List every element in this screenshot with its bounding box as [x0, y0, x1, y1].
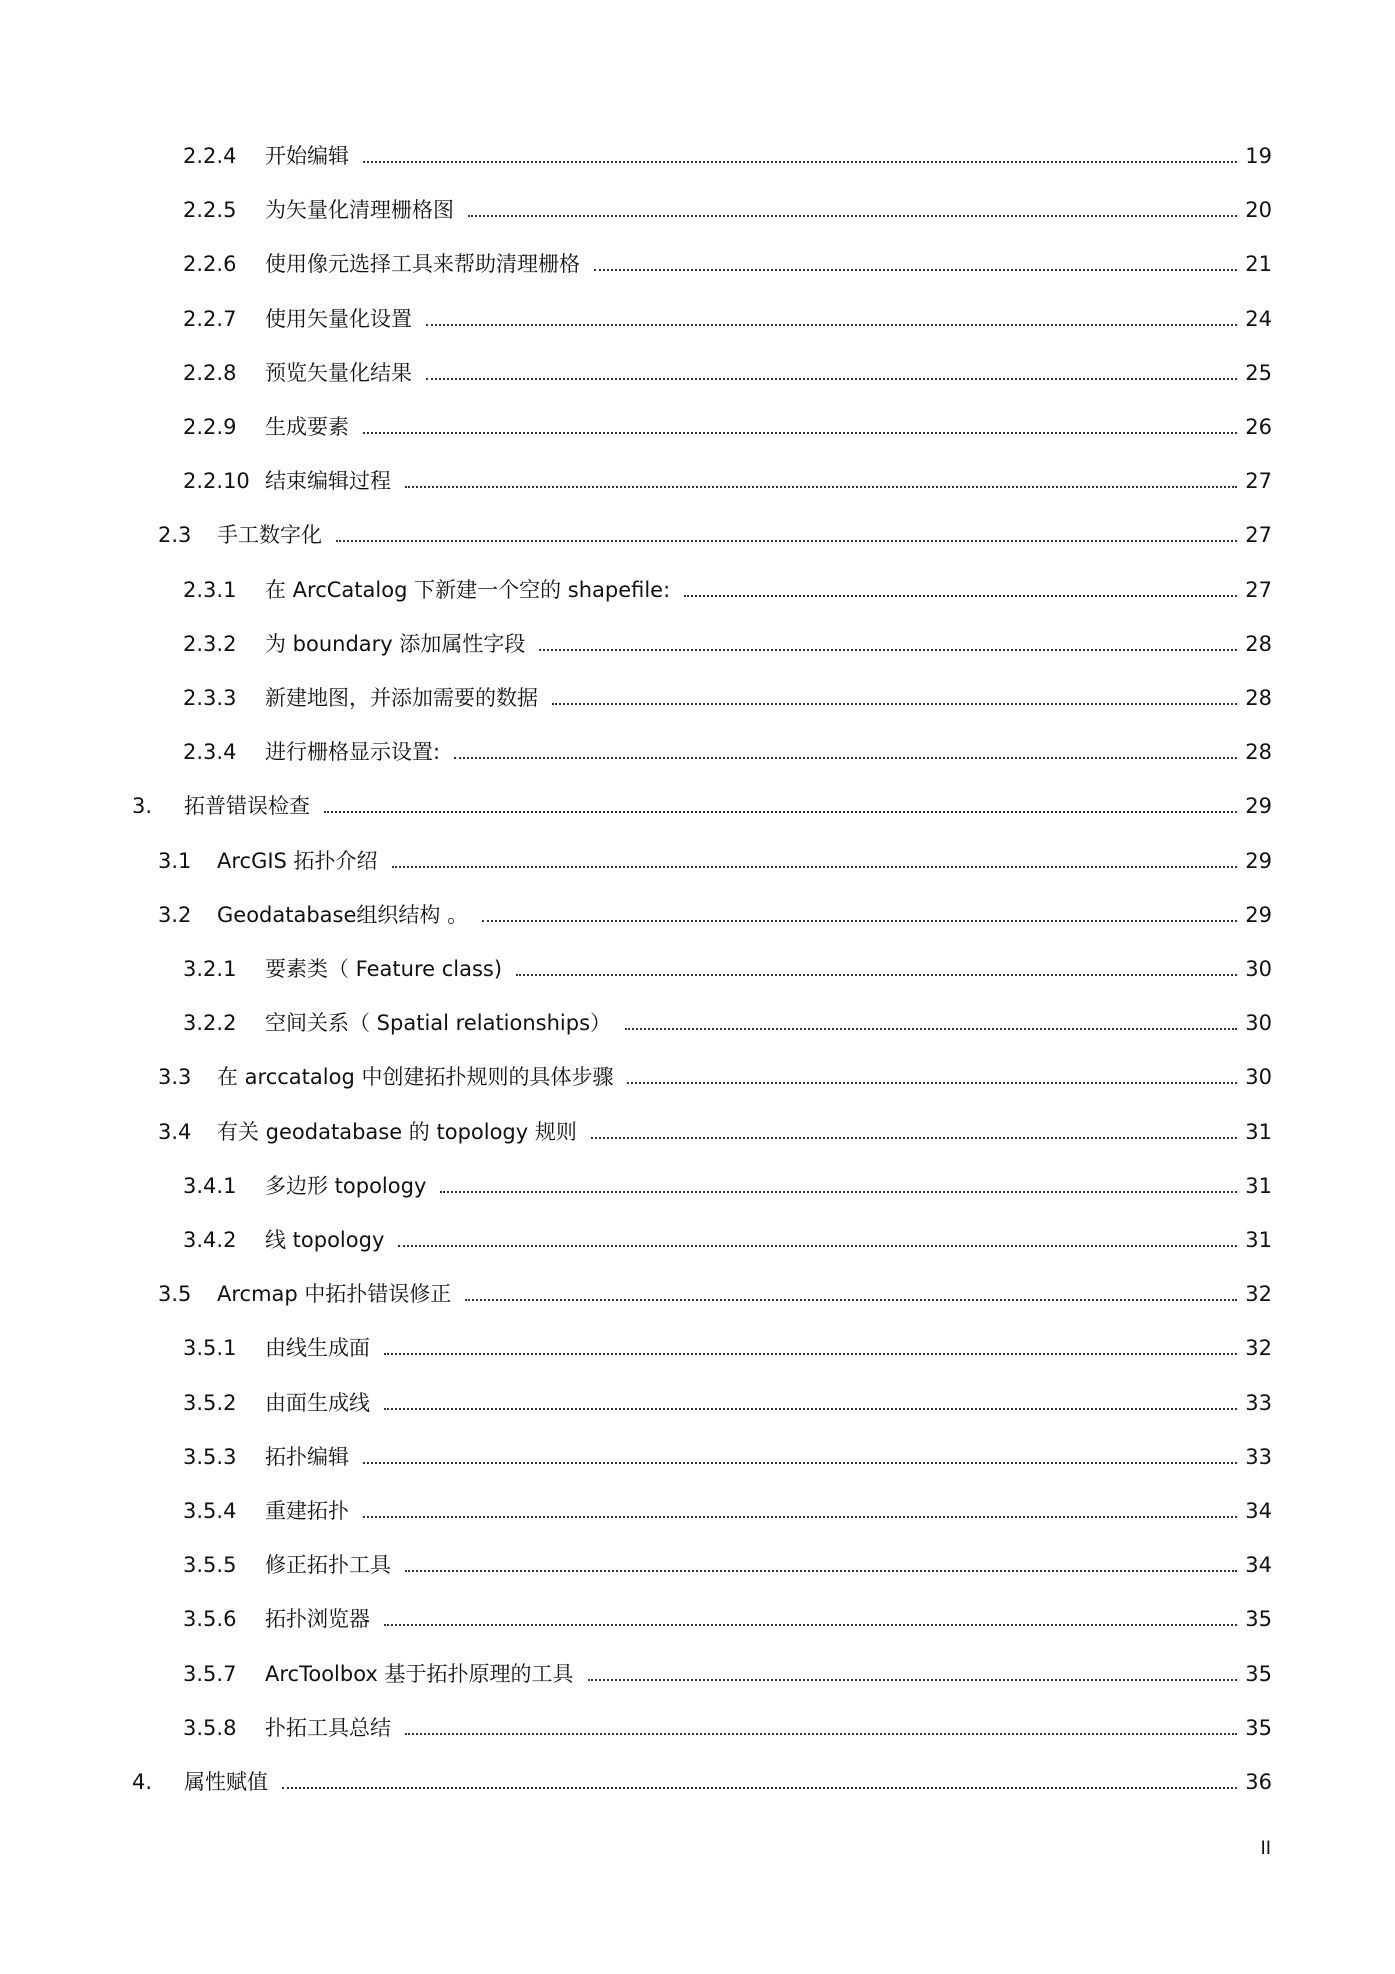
toc-entry-page: 31 — [1245, 1228, 1272, 1252]
toc-entry-page: 30 — [1245, 957, 1272, 981]
toc-entry-title: 有关 geodatabase 的 topology 规则 — [217, 1120, 577, 1144]
toc-entry-number: 3.4.1 — [183, 1174, 237, 1198]
toc-dot-leader — [465, 1297, 1237, 1301]
toc-entry-page: 28 — [1245, 686, 1272, 710]
toc-entry[interactable] — [132, 790, 1272, 822]
toc-entry-title: 为矢量化清理栅格图 — [265, 198, 454, 222]
toc-entry[interactable] — [183, 303, 1272, 335]
toc-entry-title: Arcmap 中拓扑错误修正 — [217, 1282, 452, 1306]
toc-entry-title: 为 boundary 添加属性字段 — [265, 632, 526, 656]
toc-entry-number: 3.5.3 — [183, 1445, 237, 1469]
toc-entry-number: 3.3 — [158, 1065, 192, 1089]
toc-dot-leader — [426, 322, 1237, 326]
toc-dot-leader — [591, 1135, 1237, 1139]
toc-dot-leader — [594, 267, 1237, 271]
toc-entry-title: 结束编辑过程 — [265, 469, 391, 493]
toc-entry-number: 2.3.1 — [183, 578, 237, 602]
toc-entry[interactable] — [183, 465, 1272, 497]
toc-entry-title: 新建地图，并添加需要的数据 — [265, 686, 538, 710]
toc-entry-number: 3.5.1 — [183, 1336, 237, 1360]
toc-dot-leader — [384, 1351, 1237, 1355]
toc-entry-page: 21 — [1245, 252, 1272, 276]
toc-entry-title: 修正拓扑工具 — [265, 1553, 391, 1577]
toc-entry-number: 3. — [132, 794, 153, 818]
toc-entry-number: 3.5.5 — [183, 1553, 237, 1577]
toc-dot-leader — [405, 1731, 1237, 1735]
toc-dot-leader — [552, 701, 1237, 705]
toc-entry-page: 35 — [1245, 1716, 1272, 1740]
toc-entry-number: 2.3.3 — [183, 686, 237, 710]
toc-entry[interactable] — [183, 1658, 1272, 1690]
toc-entry-title: 由面生成线 — [265, 1391, 370, 1415]
toc-entry[interactable] — [183, 411, 1272, 443]
toc-entry-page: 29 — [1245, 849, 1272, 873]
toc-entry-title: 扑拓工具总结 — [265, 1716, 391, 1740]
toc-entry[interactable] — [183, 1224, 1272, 1256]
toc-entry-title: 手工数字化 — [217, 523, 322, 547]
toc-entry-number: 3.5.4 — [183, 1499, 237, 1523]
toc-entry-title: Geodatabase组织结构 。 — [217, 903, 469, 927]
toc-dot-leader — [440, 1189, 1237, 1193]
toc-dot-leader — [516, 972, 1237, 976]
toc-entry-page: 32 — [1245, 1336, 1272, 1360]
toc-entry[interactable] — [183, 1549, 1272, 1581]
toc-entry-number: 2.2.9 — [183, 415, 237, 439]
toc-entry[interactable] — [158, 1278, 1272, 1310]
toc-entry-title: ArcGIS 拓扑介绍 — [217, 849, 378, 873]
toc-dot-leader — [426, 376, 1237, 380]
toc-dot-leader — [324, 809, 1237, 813]
toc-entry-title: 使用像元选择工具来帮助清理栅格 — [265, 252, 580, 276]
toc-entry-page: 32 — [1245, 1282, 1272, 1306]
toc-entry[interactable] — [132, 1766, 1272, 1798]
toc-entry-page: 27 — [1245, 523, 1272, 547]
toc-entry-number: 2.3.2 — [183, 632, 237, 656]
toc-dot-leader — [625, 1026, 1237, 1030]
toc-entry-page: 30 — [1245, 1065, 1272, 1089]
toc-dot-leader — [627, 1080, 1237, 1084]
toc-dot-leader — [392, 864, 1238, 868]
toc-entry-number: 3.2 — [158, 903, 192, 927]
toc-entry[interactable] — [183, 1170, 1272, 1202]
toc-entry-number: 3.4 — [158, 1120, 192, 1144]
toc-dot-leader — [363, 1514, 1237, 1518]
toc-entry[interactable] — [183, 194, 1272, 226]
toc-entry-number: 4. — [132, 1770, 153, 1794]
toc-entry-title: 预览矢量化结果 — [265, 361, 412, 385]
toc-dot-leader — [282, 1785, 1237, 1789]
toc-dot-leader — [588, 1677, 1238, 1681]
toc-entry-page: 19 — [1245, 144, 1272, 168]
toc-entry-title: 拓扑编辑 — [265, 1445, 349, 1469]
toc-dot-leader — [684, 593, 1237, 597]
toc-entry-number: 2.2.4 — [183, 144, 237, 168]
toc-entry-title: 线 topology — [265, 1228, 385, 1252]
toc-entry-page: 34 — [1245, 1499, 1272, 1523]
toc-entry[interactable] — [183, 682, 1272, 714]
toc-entry[interactable] — [183, 953, 1272, 985]
toc-entry[interactable] — [183, 1332, 1272, 1364]
toc-entry-number: 2.2.5 — [183, 198, 237, 222]
toc-entry[interactable] — [183, 1387, 1272, 1419]
toc-entry[interactable] — [158, 845, 1272, 877]
toc-entry[interactable] — [158, 1116, 1272, 1148]
toc-entry-number: 3.2.2 — [183, 1011, 237, 1035]
toc-entry-number: 2.2.8 — [183, 361, 237, 385]
toc-entry-title: 由线生成面 — [265, 1336, 370, 1360]
toc-entry-title: 在 arccatalog 中创建拓扑规则的具体步骤 — [217, 1065, 614, 1089]
toc-entry-page: 31 — [1245, 1120, 1272, 1144]
toc-entry-number: 2.3.4 — [183, 740, 237, 764]
toc-entry[interactable] — [183, 1495, 1272, 1527]
toc-dot-leader — [384, 1406, 1237, 1410]
toc-entry-number: 2.3 — [158, 523, 192, 547]
toc-entry-page: 20 — [1245, 198, 1272, 222]
toc-dot-leader — [468, 213, 1237, 217]
toc-entry-title: 要素类（ Feature class) — [265, 957, 503, 981]
toc-entry[interactable] — [183, 736, 1272, 768]
toc-entry-title: 属性赋值 — [184, 1770, 268, 1794]
toc-entry[interactable] — [183, 357, 1272, 389]
toc-entry[interactable] — [158, 1061, 1272, 1093]
toc-entry-number: 2.2.10 — [183, 469, 250, 493]
toc-entry-title: 在 ArcCatalog 下新建一个空的 shapefile: — [265, 578, 671, 602]
toc-entry-title: 空间关系（ Spatial relationships） — [265, 1011, 612, 1035]
toc-entry-page: 27 — [1245, 469, 1272, 493]
toc-entry[interactable] — [183, 1007, 1272, 1039]
toc-entry-number: 2.2.7 — [183, 307, 237, 331]
toc-entry-page: 36 — [1245, 1770, 1272, 1794]
toc-entry-title: 拓扑浏览器 — [265, 1607, 370, 1631]
toc-entry[interactable] — [183, 1441, 1272, 1473]
toc-dot-leader — [336, 538, 1237, 542]
toc-entry-page: 35 — [1245, 1607, 1272, 1631]
toc-entry-number: 2.2.6 — [183, 252, 237, 276]
toc-entry-page: 29 — [1245, 794, 1272, 818]
toc-dot-leader — [363, 1460, 1237, 1464]
toc-entry-page: 30 — [1245, 1011, 1272, 1035]
toc-entry-title: 进行栅格显示设置: — [265, 740, 441, 764]
toc-dot-leader — [384, 1622, 1237, 1626]
toc-entry[interactable] — [183, 248, 1272, 280]
toc-entry-page: 33 — [1245, 1445, 1272, 1469]
toc-dot-leader — [405, 1568, 1237, 1572]
toc-entry[interactable] — [183, 1712, 1272, 1744]
toc-entry-title: 重建拓扑 — [265, 1499, 349, 1523]
toc-entry[interactable] — [183, 140, 1272, 172]
page-number: II — [1260, 1838, 1271, 1859]
toc-entry-title: 拓普错误检查 — [184, 794, 310, 818]
toc-entry[interactable] — [183, 628, 1272, 660]
toc-dot-leader — [405, 484, 1237, 488]
toc-entry-number: 3.5.8 — [183, 1716, 237, 1740]
toc-entry-page: 28 — [1245, 632, 1272, 656]
toc-entry-page: 33 — [1245, 1391, 1272, 1415]
toc-entry-number: 3.1 — [158, 849, 192, 873]
toc-entry-number: 3.4.2 — [183, 1228, 237, 1252]
toc-dot-leader — [482, 918, 1237, 922]
toc-entry-title: 开始编辑 — [265, 144, 349, 168]
toc-entry-number: 3.5.6 — [183, 1607, 237, 1631]
toc-entry[interactable] — [183, 574, 1272, 606]
toc-entry-title: 生成要素 — [265, 415, 349, 439]
toc-entry-title: 多边形 topology — [265, 1174, 427, 1198]
toc-dot-leader — [398, 1243, 1237, 1247]
toc-entry-page: 26 — [1245, 415, 1272, 439]
toc-entry-number: 3.2.1 — [183, 957, 237, 981]
toc-entry[interactable] — [183, 1603, 1272, 1635]
toc-entry-page: 25 — [1245, 361, 1272, 385]
toc-entry-page: 31 — [1245, 1174, 1272, 1198]
toc-entry-page: 24 — [1245, 307, 1272, 331]
toc-entry-number: 3.5 — [158, 1282, 192, 1306]
toc-entry-page: 35 — [1245, 1662, 1272, 1686]
toc-entry[interactable] — [158, 519, 1272, 551]
toc-dot-leader — [454, 755, 1237, 759]
toc-entry-number: 3.5.2 — [183, 1391, 237, 1415]
toc-entry-page: 29 — [1245, 903, 1272, 927]
toc-entry[interactable] — [158, 899, 1272, 931]
toc-entry-page: 28 — [1245, 740, 1272, 764]
toc-entry-title: ArcToolbox 基于拓扑原理的工具 — [265, 1662, 574, 1686]
toc-entry-page: 27 — [1245, 578, 1272, 602]
toc-entry-number: 3.5.7 — [183, 1662, 237, 1686]
toc-dot-leader — [539, 647, 1237, 651]
toc-dot-leader — [363, 430, 1237, 434]
toc-entry-title: 使用矢量化设置 — [265, 307, 412, 331]
toc-dot-leader — [363, 159, 1237, 163]
toc-entry-page: 34 — [1245, 1553, 1272, 1577]
